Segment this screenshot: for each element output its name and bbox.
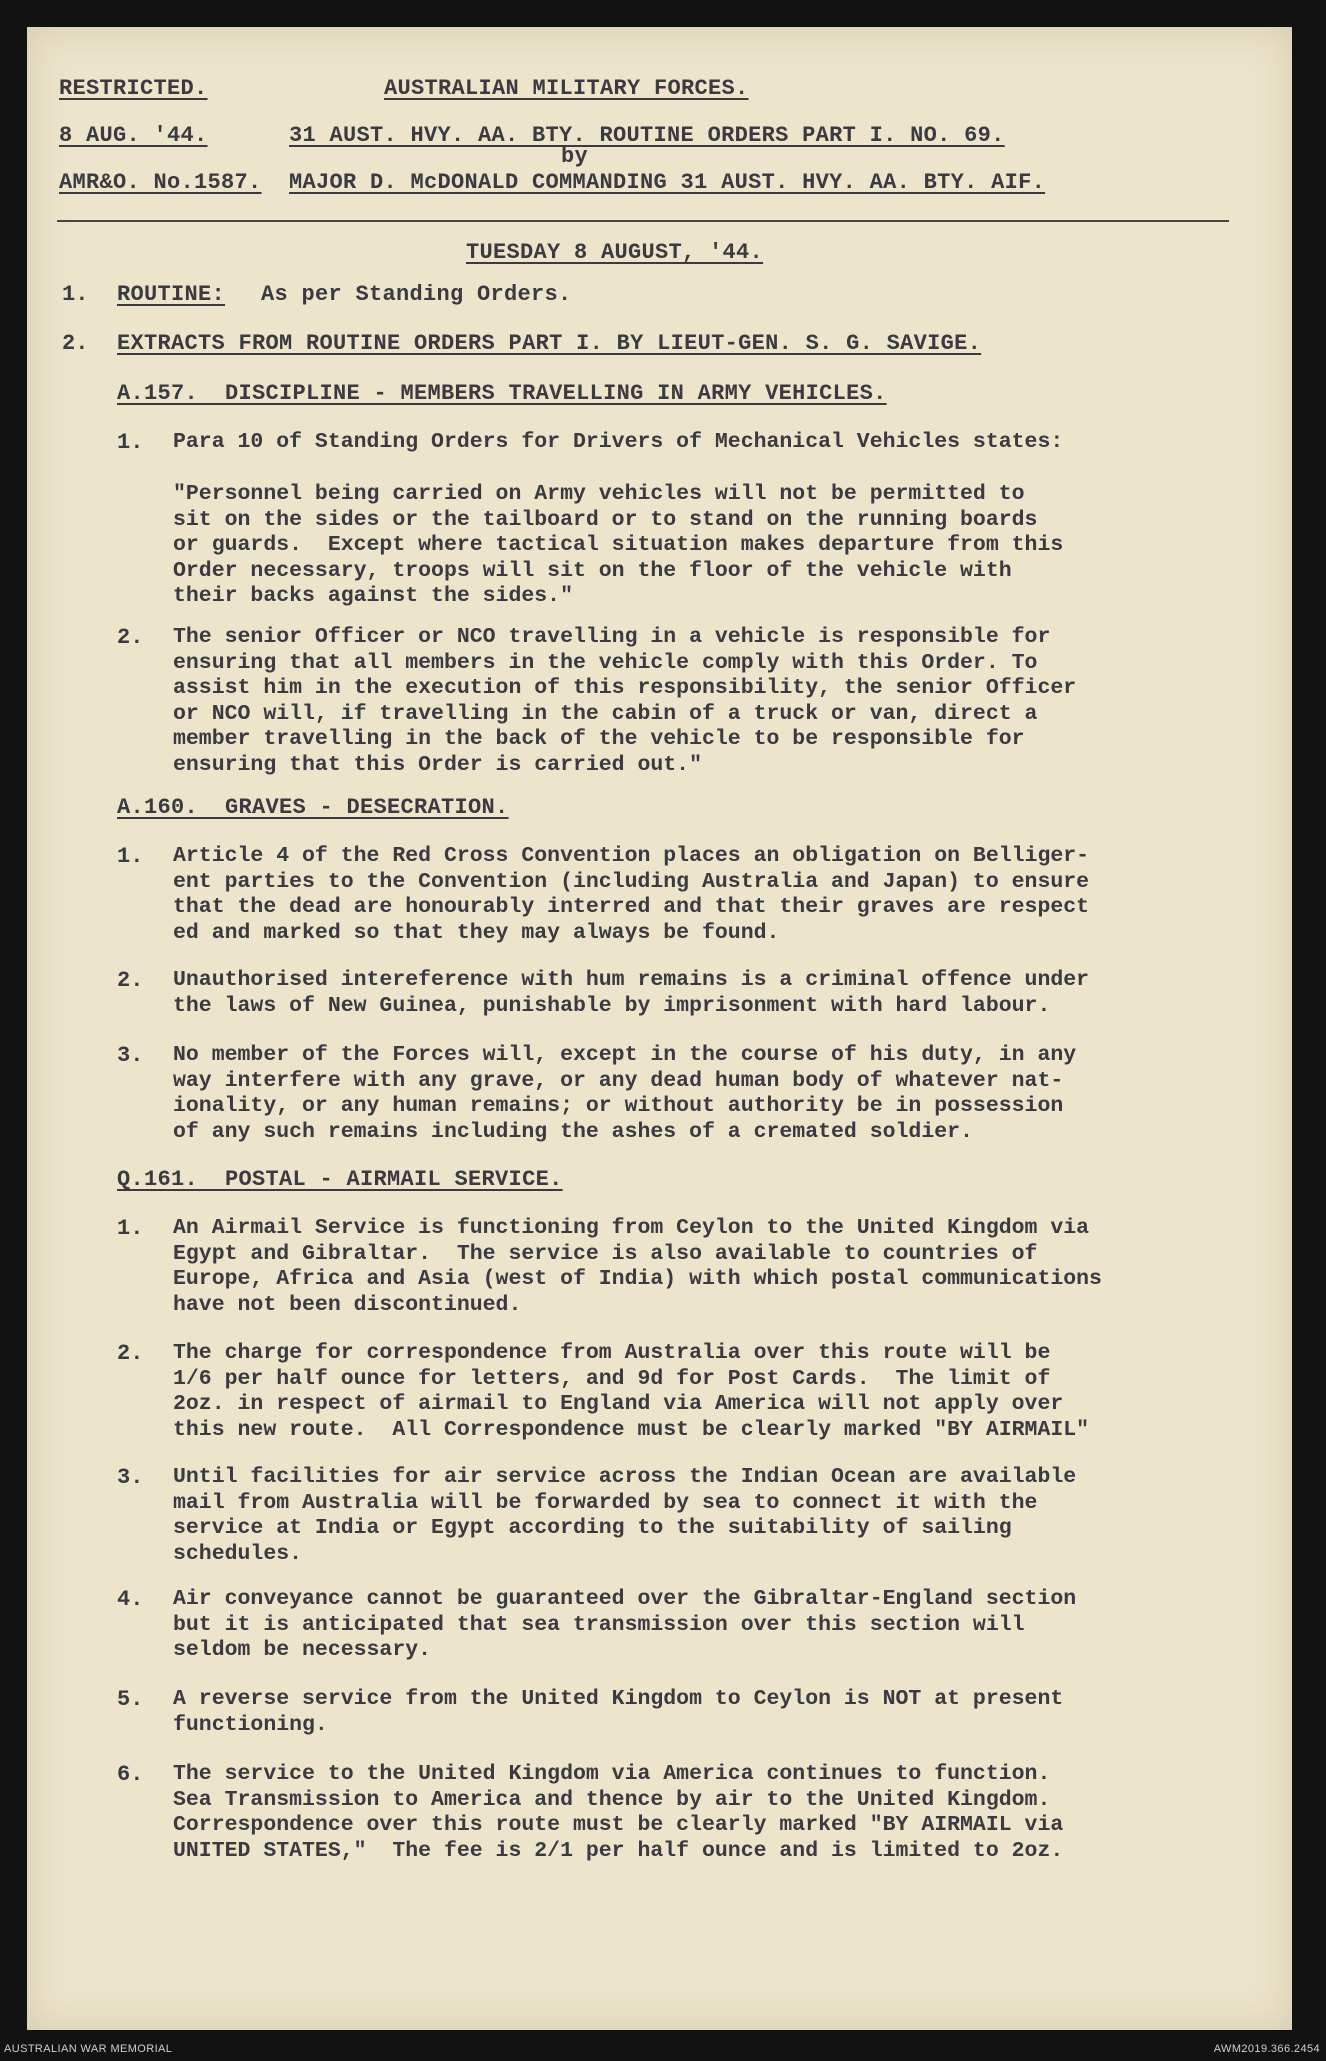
text-line: service at India or Egypt according to the suitability of sailing — [173, 1516, 1012, 1540]
text-line: ionality, or any human remains; or without authority be in possession — [173, 1094, 1064, 1118]
text-line: functioning. — [173, 1712, 328, 1737]
document-page — [27, 27, 1292, 2030]
q161-paragraph-4 — [173, 1587, 1076, 1664]
text-line: ed and marked so that they may always be found. — [173, 920, 780, 945]
a157-paragraph-2 — [173, 625, 1076, 778]
a160-paragraph-2 — [173, 968, 1089, 1019]
paragraph-number: 2. — [117, 625, 144, 650]
text-line: that the dead are honourably interred and that their graves are respect — [173, 895, 1090, 919]
text-line: Unauthorised intereference with hum remains is a criminal offence under — [173, 968, 1090, 992]
text-line: assist him in the execution of this responsibility, the senior Officer — [173, 676, 1077, 700]
text-line: 1/6 per half ounce for letters, and 9d for Post Cards. The limit of — [173, 1366, 1051, 1391]
routine-text: As per Standing Orders. — [261, 282, 572, 307]
text-line: The senior Officer or NCO travelling in a vehicle is responsible for — [173, 625, 1051, 649]
text-line: way interfere with any grave, or any dead human body of whatever nat- — [173, 1068, 1064, 1093]
text-line: sit on the sides or the tailboard or to stand on the running boards — [173, 507, 1038, 532]
paragraph-number: 1. — [117, 430, 144, 455]
paragraph-number: 6. — [117, 1762, 144, 1787]
paragraph-number: 2. — [117, 1341, 144, 1366]
text-line: No member of the Forces will, except in the course of his duty, in any — [173, 1043, 1077, 1067]
text-line: ent parties to the Convention (including Australia and Japan) to ensure — [173, 869, 1090, 894]
extracts-heading: EXTRACTS FROM ROUTINE ORDERS PART I. BY LIEUT-GEN. S. G. SAVIGE. — [117, 331, 982, 356]
text-line: have not been discontinued. — [173, 1292, 522, 1317]
text-line: Article 4 of the Red Cross Convention places an obligation on Belliger- — [173, 844, 1090, 868]
text-line: the laws of New Guinea, punishable by imprisonment with hard labour. — [173, 993, 1051, 1018]
classification-label: RESTRICTED. — [59, 76, 208, 101]
text-line: Until facilities for air service across the Indian Ocean are available — [173, 1465, 1077, 1489]
paragraph-number: 3. — [117, 1465, 144, 1490]
text-line: Europe, Africa and Asia (west of India) with which postal communications — [173, 1267, 1102, 1291]
paragraph-number: 1. — [117, 844, 144, 869]
routine-heading: ROUTINE: — [117, 282, 226, 307]
text-line: schedules. — [173, 1541, 303, 1566]
text-line: member travelling in the back of the vehicle to be responsible for — [173, 727, 1025, 751]
text-line: mail from Australia will be forwarded by sea to connect it with the — [173, 1490, 1038, 1515]
text-line: Air conveyance cannot be guaranteed over the Gibraltar-England section — [173, 1587, 1077, 1611]
footer-credit: AUSTRALIAN WAR MEMORIAL — [4, 2043, 173, 2055]
item-number: 1. — [62, 282, 89, 307]
force-title: AUSTRALIAN MILITARY FORCES. — [384, 76, 749, 101]
section-heading-a157: A.157. DISCIPLINE - MEMBERS TRAVELLING IN ARMY VEHICLES. — [117, 381, 887, 406]
text-line: 2oz. in respect of airmail to England via America will not apply over — [173, 1392, 1064, 1416]
text-line: The charge for correspondence from Australia over this route will be — [173, 1341, 1051, 1365]
a157-quote — [173, 482, 1063, 610]
text-line: their backs against the sides." — [173, 584, 573, 608]
text-line: this new route. All Correspondence must be clearly marked "BY AIRMAIL" — [173, 1417, 1090, 1442]
text-line: UNITED STATES," The fee is 2/1 per half ounce and is limited to 2oz. — [173, 1838, 1064, 1863]
q161-paragraph-1 — [173, 1216, 1102, 1318]
text-line: or guards. Except where tactical situation makes departure from this — [173, 533, 1064, 557]
paragraph-number: 3. — [117, 1043, 144, 1068]
day-date-heading: TUESDAY 8 AUGUST, '44. — [466, 240, 764, 265]
q161-paragraph-3 — [173, 1465, 1076, 1567]
text-line: ensuring that this Order is carried out." — [173, 752, 702, 777]
q161-paragraph-6 — [173, 1762, 1063, 1864]
paragraph-number: 4. — [117, 1587, 144, 1612]
text-line: Correspondence over this route must be clearly marked "BY AIRMAIL via — [173, 1813, 1064, 1837]
section-heading-a160: A.160. GRAVES - DESECRATION. — [117, 795, 509, 820]
text-line: or NCO will, if travelling in the cabin of a truck or van, direct a — [173, 701, 1038, 726]
a160-paragraph-3 — [173, 1043, 1076, 1145]
item-number: 2. — [62, 331, 89, 356]
amr-reference: AMR&O. No.1587. — [59, 170, 262, 195]
footer-accession-number: AWM2019.366.2454 — [1213, 2043, 1320, 2055]
text-line: The service to the United Kingdom via America continues to function. — [173, 1762, 1051, 1786]
text-line: ensuring that all members in the vehicle comply with this Order. To — [173, 650, 1038, 675]
routine-orders-document — [27, 27, 1292, 2030]
text-line: of any such remains including the ashes of a cremated soldier. — [173, 1119, 973, 1144]
text-line: but it is anticipated that sea transmission over this section will — [173, 1612, 1025, 1637]
text-line: Egypt and Gibraltar. The service is also available to countries of — [173, 1241, 1038, 1266]
a160-paragraph-1 — [173, 844, 1089, 946]
text-line: Para 10 of Standing Orders for Drivers of Mechanical Vehicles states: — [173, 430, 1064, 454]
text-line: An Airmail Service is functioning from Ceylon to the United Kingdom via — [173, 1216, 1090, 1240]
a157-paragraph-1 — [173, 430, 1063, 456]
section-heading-q161: Q.161. POSTAL - AIRMAIL SERVICE. — [117, 1167, 563, 1192]
header-rule — [57, 220, 1229, 222]
order-title: 31 AUST. HVY. AA. BTY. ROUTINE ORDERS PART I. NO. 69. — [289, 123, 1005, 148]
text-line: "Personnel being carried on Army vehicles will not be permitted to — [173, 482, 1025, 506]
order-date: 8 AUG. '44. — [59, 123, 208, 148]
paragraph-number: 1. — [117, 1216, 144, 1241]
text-line: A reverse service from the United Kingdom to Ceylon is NOT at present — [173, 1687, 1064, 1711]
text-line: Sea Transmission to America and thence by air to the United Kingdom. — [173, 1787, 1051, 1812]
text-line: Order necessary, troops will sit on the floor of the vehicle with — [173, 558, 1012, 583]
commanding-officer: MAJOR D. McDONALD COMMANDING 31 AUST. HVY. AA. BTY. AIF. — [289, 170, 1046, 195]
by-word: by — [561, 144, 589, 169]
paragraph-number: 5. — [117, 1687, 144, 1712]
q161-paragraph-5 — [173, 1687, 1063, 1738]
paragraph-number: 2. — [117, 968, 144, 993]
text-line: seldom be necessary. — [173, 1638, 432, 1662]
q161-paragraph-2 — [173, 1341, 1089, 1443]
